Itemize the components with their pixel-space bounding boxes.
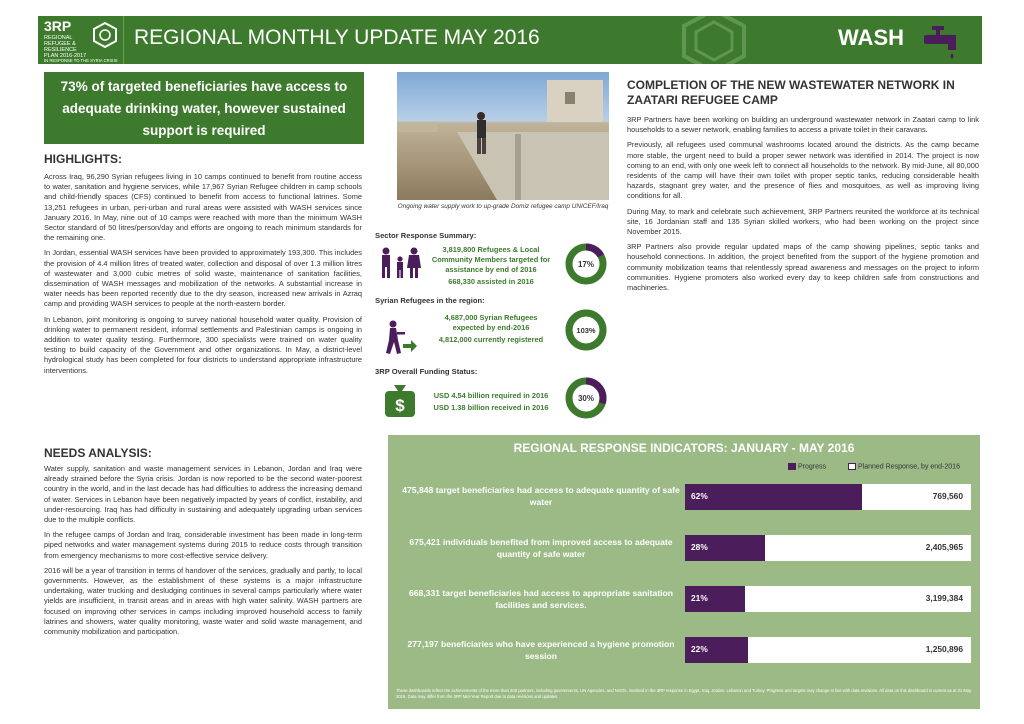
legend-planned-label: Planned Response, by end-2016	[858, 463, 960, 471]
needs-paragraph: In the refugee camps of Jordan and Iraq, considerable investment has been made in long-term piped networks and water management systems during 2015 to reduce costs through transition from emergency mechanisms to more cost-effective service delivery.	[44, 530, 362, 560]
needs-analysis-heading: NEEDS ANALYSIS:	[44, 446, 152, 460]
family-icon	[378, 247, 422, 279]
photo-caption: Ongoing water supply work to up-grade Domiz refugee camp UNICEF/Iraq	[397, 203, 609, 210]
indicator-bar-progress	[685, 484, 862, 510]
article-paragraph: During May, to mark and celebrate such achievement, 3RP Partners reunited the workforce at its technical site, 16 Jordanian staff and 135 Syrian skilled workers, who had been working on the project since November 2015.	[627, 206, 979, 237]
needs-paragraph: 2016 will be a year of transition in terms of handover of the services, gradually and partly, to local governments. However, as the establishment of these systems is a major infrastructure undertaking, water trucking and desludging continues in several camps particularly where water yields are insufficient, in transit areas and in areas with high water salinity. WASH partners are focused on improving other services in camps including improved household access to family latrines and showers, water quality monitoring, waste water and solid waste management, and community mobilization and participation.	[44, 565, 362, 637]
page-title: REGIONAL MONTHLY UPDATE MAY 2016	[134, 26, 540, 49]
indicator-percent: 22%	[691, 644, 708, 654]
money-bag-icon	[382, 383, 418, 419]
walking-person-icon	[383, 320, 417, 356]
article-paragraph: Previously, all refugees used communal washrooms located around the districts. As the camp became more stable, the urgent need to build a proper sewer network was identified in 2014. The project is now coming to an end, with only one week left to connect all households to the network. By mid-June, all 80,000 residents of the camp will have their own toilet with proper septic tanks, reducing considerable health hazards, stagnant grey water, and the presence of flies and mosquitoes, as well as improving living conditions for all.	[627, 140, 979, 201]
highlights-paragraph: In Jordan, essential WASH services have been provided to approximately 193,300. This includes the provision of 4.4 million litres of treated water, collection and disposal of over 1.3 million litres of wastewater and 3,000 cubic metres of solid waste, maintenance of sanitation facilities, dissemination of WASH messages and mobilization of the networks. A substantial increase in water needs has been reported recently due to the dry season, increased new arrivals in Azraq camp and providing WASH services to people at the north-eastern border.	[44, 248, 362, 309]
construction-photo-illustration	[397, 72, 609, 200]
emblem-icon	[92, 22, 118, 48]
needs-paragraph: Water supply, sanitation and waste management services in Lebanon, Jordan and Iraq were already strained before the Syria crisis. Jordan is now reported to be the second water-poorest country in the world, and in the last decade has had difficulties to address the increasing demand of water. Services in Lebanon have been negatively impacted by years of conflict, instability, and under-resourcing. Iraq has had difficulty in sustaining and adequately upgrading urban services due to the multiple conflicts.	[44, 464, 362, 525]
highlights-heading: HIGHLIGHTS:	[44, 152, 122, 166]
sector-progress-donut	[564, 242, 608, 286]
indicator-target: 1,250,896	[925, 644, 963, 654]
indicator-percent: 28%	[691, 542, 708, 552]
indicators-title: REGIONAL RESPONSE INDICATORS: JANUARY - MAY 2016	[513, 441, 855, 455]
funding-progress-donut	[564, 376, 608, 420]
water-tap-icon	[922, 22, 962, 60]
indicator-percent: 62%	[691, 491, 708, 501]
logo-line: REGIONAL	[44, 35, 73, 41]
sector-summary-heading: Sector Response Summary:	[375, 231, 477, 240]
sector-progress-label: 17%	[577, 260, 595, 269]
legend-planned	[848, 463, 960, 470]
legend-planned-swatch	[848, 463, 856, 470]
legend-progress-label: Progress	[798, 463, 827, 471]
legend-progress-swatch	[788, 463, 796, 470]
needs-analysis-body	[44, 464, 362, 642]
funding-received-stat: USD 1.38 billion received in 2016	[433, 403, 549, 412]
indicator-label: 675,421 individuals benefited from improved access to adequate quantity of safe water	[409, 537, 673, 559]
indicator-bar	[685, 586, 971, 612]
indicator-target: 769,560	[932, 491, 963, 501]
expected-refugees-stat: 4,687,000 Syrian Refugees expected by end-2016	[444, 313, 538, 332]
indicator-label: 668,331 target beneficiaries had access to appropriate sanitation facilities and services.	[408, 588, 674, 610]
assisted-stat: 668,330 assisted in 2016	[448, 277, 534, 286]
funding-required-stat: USD 4.54 billion required in 2016	[433, 391, 549, 400]
article-paragraph: 3RP Partners also provide regular updated maps of the camp showing pipelines, septic tanks and household connections. In addition, the project benefited from the support of the hygiene promotion and community mobilization teams that relentlessly spread awareness and messages on the project to inform communities. Hygiene promoters also worked every day to keep children safe from constructions and machineries.	[627, 242, 979, 293]
3rp-logo	[38, 16, 124, 64]
legend-progress	[788, 463, 826, 470]
header-bar	[38, 16, 982, 64]
indicator-bar	[685, 637, 971, 663]
highlights-paragraph: Across Iraq, 96,290 Syrian refugees living in 10 camps continued to benefit from routine access to water, sanitation and hygiene services, while 17,967 Syrian Refugee children in camp schools and child-friendly spaces (CFS) continued to benefit from access to functional latrines. Some 13,251 refugees in urban, peri-urban and rural areas were assisted with WASH services since January 2016. In May, nine out of 10 camps were reached with more than the minimum WASH Sector standard of 50 litres/person/day and efforts are ongoing to reach minimum standards for the remaining one.	[44, 172, 362, 243]
registered-refugees-stat: 4,812,000 currently registered	[438, 335, 544, 344]
article-paragraph: 3RP Partners have been working on building an underground wastewater network in Zaatari camp to link households to a sewer network, enabling families to access a private toilet in their caravans.	[627, 115, 979, 135]
refugees-progress-label: 103%	[576, 326, 596, 335]
svg-text:$: $	[395, 396, 405, 415]
indicator-bar	[685, 535, 971, 561]
sector-label: WASH	[838, 25, 904, 50]
indicator-target: 2,405,965	[925, 542, 963, 552]
highlights-body	[44, 172, 362, 381]
targeted-stat: 3,819,800 Refugees & Local Community Members targeted for assistance by end of 2016	[431, 245, 551, 274]
indicator-target: 3,199,384	[925, 593, 963, 603]
logo-line: PLAN 2016-2017	[44, 53, 87, 59]
logo-text: 3RP	[44, 18, 72, 34]
logo-line: IN RESPONSE TO THE SYRIA CRISIS	[44, 58, 118, 63]
indicator-bar	[685, 484, 971, 510]
regional-indicators-panel	[388, 435, 980, 709]
logo-line: RESILIENCE	[44, 47, 77, 53]
article-heading: COMPLETION OF THE NEW WASTEWATER NETWORK IN ZAATARI REFUGEE CAMP	[627, 78, 955, 107]
refugees-heading: Syrian Refugees in the region:	[375, 296, 485, 305]
logo-line: REFUGEE &	[44, 41, 76, 47]
refugees-progress-donut	[564, 308, 608, 352]
indicator-label: 277,197 beneficiaries who have experienced a hygiene promotion session	[407, 639, 675, 661]
indicator-percent: 21%	[691, 593, 708, 603]
funding-progress-label: 30%	[577, 394, 595, 403]
watermark-emblem-icon	[678, 16, 750, 64]
key-message-callout: 73% of targeted beneficiaries have access to adequate drinking water, however sustained support is required	[44, 72, 364, 144]
indicator-label: 475,848 target beneficiaries had access to adequate quantity of safe water	[402, 485, 680, 507]
funding-heading: 3RP Overall Funding Status:	[375, 367, 478, 376]
article-body	[627, 115, 979, 298]
indicators-footnote: These dashboards reflect the achievements of the more than 200 partners, including governments, UN Agencies, and NGOs, involved in the 3RP response in Egypt, Iraq, Jordan, Lebanon and Turkey. Progress and targets may change in line with data revisions. All data on this dashboard is current as at 31 May 2016. Data may differ from the 3RP Mid-Year Report due to data revisions and updates.	[396, 688, 972, 699]
field-photo	[397, 72, 609, 200]
highlights-paragraph: In Lebanon, joint monitoring is ongoing to survey national household water quality. Provision of drinking water to permanent resident, informal settlements and Palestinian camps is ongoing in addition to water quality testing. Furthermore, 300 specialists were trained on water quality testing to build capacity of the Government and other organizations. In May, a district-level hydrological study has been completed for four districts to understand appropriate infrastructure interventions.	[44, 314, 362, 375]
